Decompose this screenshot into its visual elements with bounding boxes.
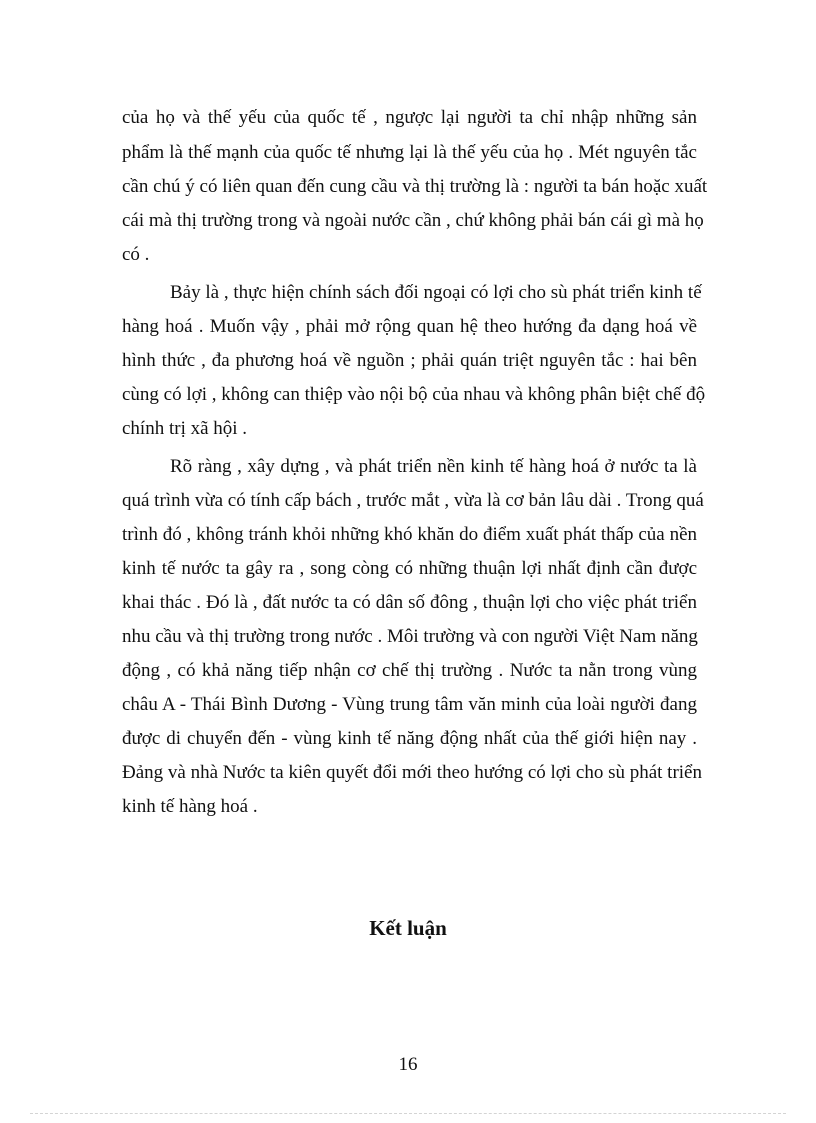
body-line: có . xyxy=(122,244,150,265)
body-line: hàng hoá . Muốn vậy , phải mở rộng quan hệ theo hướng đa dạng hoá về xyxy=(122,316,697,337)
page-number: 16 xyxy=(398,1054,418,1075)
body-line: Đảng và nhà Nước ta kiên quyết đổi mới theo hướng có lợi cho sù phát triển xyxy=(122,762,702,783)
body-line: nhu cầu và thị trường trong nước . Môi trường và con người Việt Nam năng xyxy=(122,626,698,647)
body-line: được di chuyển đến - vùng kinh tế năng động nhất của thế giới hiện nay . xyxy=(122,728,697,749)
body-line: chính trị xã hội . xyxy=(122,418,248,439)
body-line: cùng có lợi , không can thiệp vào nội bộ của nhau và không phân biệt chế độ xyxy=(122,384,706,405)
body-line: cần chú ý có liên quan đến cung cầu và thị trường là : người ta bán hoặc xuất xyxy=(122,176,708,197)
page-bottom-divider xyxy=(30,1113,786,1114)
body-line: động , có khả năng tiếp nhận cơ chế thị trường . Nước ta nằn trong vùng xyxy=(122,660,697,681)
body-line: châu A - Thái Bình Dương - Vùng trung tâm văn minh của loài người đang xyxy=(122,694,697,715)
body-line: phẩm là thế mạnh của quốc tế nhưng lại là thế yếu của họ . Mét nguyên tắc xyxy=(122,142,697,163)
body-line: kinh tế nước ta gây ra , song còng có những thuận lợi nhất định cần được xyxy=(122,558,697,579)
body-line: kinh tế hàng hoá . xyxy=(122,796,258,817)
body-line: trình đó , không tránh khỏi những khó khăn do điểm xuất phát thấp của nền xyxy=(122,524,697,545)
paragraph-first-line: Rõ ràng , xây dựng , và phát triển nền kinh tế hàng hoá ở nước ta là xyxy=(170,456,697,477)
body-line: cái mà thị trường trong và ngoài nước cần , chứ không phải bán cái gì mà họ xyxy=(122,210,704,231)
section-heading: Kết luận xyxy=(369,916,447,940)
body-line: hình thức , đa phương hoá về nguồn ; phải quán triệt nguyên tắc : hai bên xyxy=(122,350,697,371)
body-line: khai thác . Đó là , đất nước ta có dân số đông , thuận lợi cho việc phát triển xyxy=(122,592,697,613)
body-line: của họ và thế yếu của quốc tế , ngược lại người ta chỉ nhập những sản xyxy=(122,107,697,128)
body-line: quá trình vừa có tính cấp bách , trước mắt , vừa là cơ bản lâu dài . Trong quá xyxy=(122,490,704,511)
paragraph-first-line: Bảy là , thực hiện chính sách đối ngoại có lợi cho sù phát triển kinh tế xyxy=(170,282,702,303)
